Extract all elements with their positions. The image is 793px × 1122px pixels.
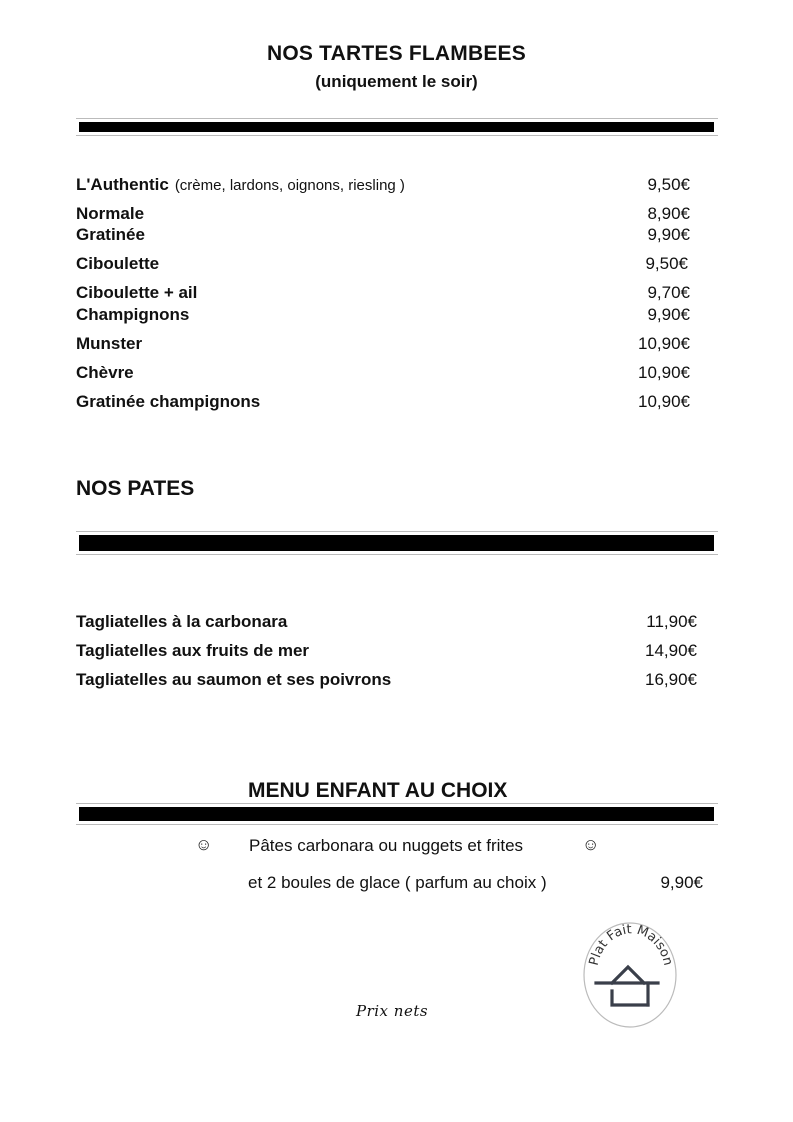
menu-item — [76, 175, 405, 195]
item-name: Ciboulette + ail — [76, 283, 198, 302]
prix-nets-note: Prix nets — [356, 1002, 429, 1020]
tartes-title: NOS TARTES FLAMBEES — [267, 42, 526, 65]
item-name: Gratinée champignons — [76, 392, 261, 411]
item-name: Gratinée — [76, 225, 145, 244]
item-price: 14,90€ — [645, 641, 697, 660]
item-price: 10,90€ — [638, 334, 690, 353]
item-name: Chèvre — [76, 363, 134, 382]
item-price: 9,90€ — [647, 305, 690, 324]
item-name: Normale — [76, 204, 145, 223]
item-name: L'Authentic — [76, 175, 169, 194]
enfant-line1: Pâtes carbonara ou nuggets et frites — [249, 836, 524, 855]
item-price: 9,50€ — [647, 175, 690, 194]
enfant-title: MENU ENFANT AU CHOIX — [248, 779, 508, 802]
item-price: 9,70€ — [647, 283, 690, 302]
item-name: Tagliatelles aux fruits de mer — [76, 641, 310, 660]
item-price: 9,90€ — [660, 873, 703, 892]
smiley-icon: ☺ — [195, 835, 213, 854]
item-price: 16,90€ — [645, 670, 697, 689]
item-name: Ciboulette — [76, 254, 160, 273]
section-divider — [76, 118, 718, 136]
section-divider — [76, 803, 718, 825]
item-name: Tagliatelles au saumon et ses poivrons — [76, 670, 392, 689]
item-name: Champignons — [76, 305, 190, 324]
smiley-icon: ☺ — [582, 835, 600, 854]
item-name: Tagliatelles à la carbonara — [76, 612, 288, 631]
item-price: 9,90€ — [647, 225, 690, 244]
tartes-subtitle: (uniquement le soir) — [315, 72, 478, 91]
item-price: 10,90€ — [638, 363, 690, 382]
item-name: Munster — [76, 334, 143, 353]
fait-maison-badge — [582, 921, 678, 1029]
item-description: (crème, lardons, oignons, riesling ) — [174, 177, 405, 194]
item-price: 9,50€ — [645, 254, 688, 273]
item-price: 8,90€ — [647, 204, 690, 223]
item-price: 11,90€ — [646, 612, 697, 631]
enfant-line2: et 2 boules de glace ( parfum au choix ) — [248, 873, 547, 892]
section-divider — [76, 531, 718, 555]
pates-title: NOS PATES — [76, 477, 195, 500]
badge-text: Plat Fait Maison — [586, 922, 676, 968]
item-price: 10,90€ — [638, 392, 690, 411]
